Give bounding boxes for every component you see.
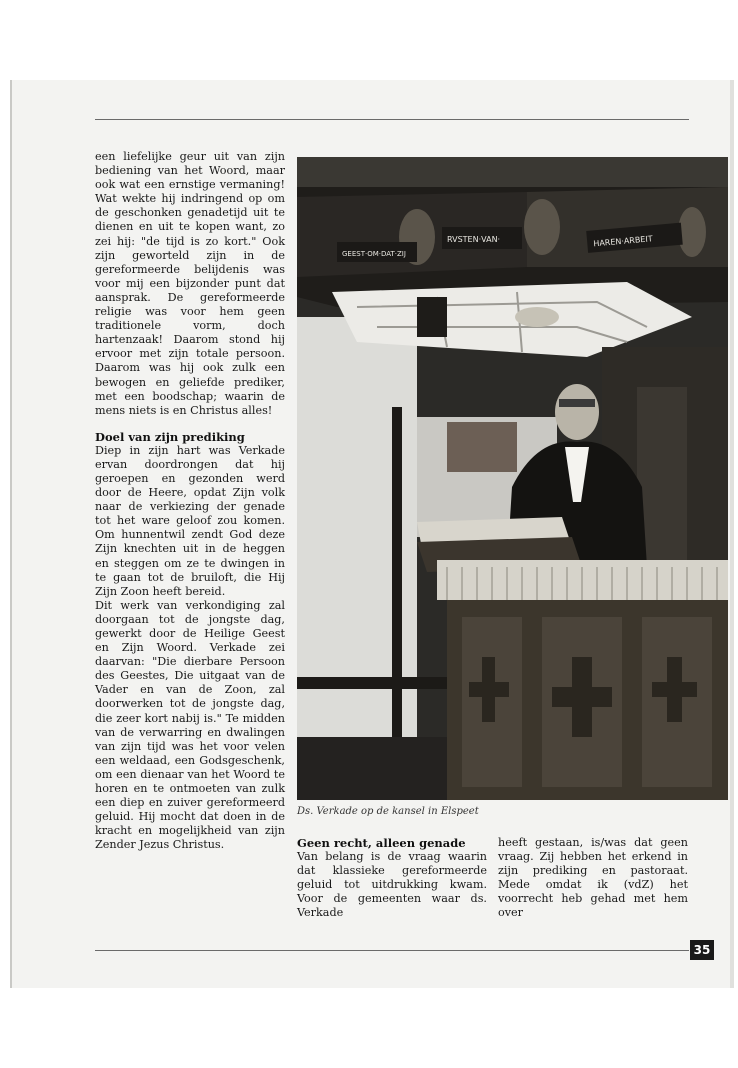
column-2 <box>297 836 487 920</box>
column-1 <box>95 150 285 853</box>
top-rule <box>95 119 689 120</box>
photo-caption: Ds. Verkade op de kansel in Elspeet <box>297 806 479 817</box>
pulpit-photo <box>297 157 728 800</box>
paragraph-voorrecht: heeft gestaan, is/was dat geen vraag. Zij hebben het erkend in zijn prediking en pastoraat. Mede omdat ik (vdZ) het voorrecht heb gehad met hem over <box>498 836 688 920</box>
page-number: 35 <box>690 940 714 960</box>
inscription-right: HAREN·ARBEIT <box>592 234 653 249</box>
section-heading-genade: Geen recht, alleen genade <box>297 836 466 850</box>
intro-paragraph: een liefelijke geur uit van zijn bediening van het Woord, maar ook wat een ernstige vermaning! Wat wekte hij indringend op om de geschonken genadetijd uit te dienen en uit te kopen want, zo zei hij: "de tijd is zo kort." Ook zijn geworteld zijn in de gereformeerde belijdenis was voor mij een bijzonder punt dat aansprak. De gereformeerde religie was voor hem geen traditionele vorm, doch hartenzaak! Daarom stond hij ervoor met zijn totale persoon. Daarom was hij ook zulk een bewogen en geliefde prediker, met een boodschap; waarin de mens niets is en Christus alles! <box>95 150 285 417</box>
paragraph-proclamation: Dit werk van verkondiging zal doorgaan tot de jongste dag, gewerkt door de Heilige Geest en Zijn Woord. Verkade zei daarvan: "Die dierbare Persoon des Geestes, Die uitgaat van de Vader en van de Zoon, zal doorwerken tot de jongste dag, die zeer kort nabij is." Te midden van de verwarring en dwalingen van zijn tijd was het voor velen een weldaad, een Godsgeschenk, om een dienaar van het Woord te horen en te ontmoeten van zulk een diep en zuiver gereformeerd geluid. Hij mocht dat doen in de kracht en mogelijkheid van zijn Zender Jezus Christus. <box>95 598 285 852</box>
inscription-left: GEEST·OM·DAT·ZIJ <box>342 250 406 258</box>
bottom-rule <box>95 950 689 951</box>
paragraph-calling: Diep in zijn hart was Verkade ervan doordrongen dat hij geroepen en gezonden werd door de Heere, opdat Zijn volk naar de verkiezing der genade tot het ware geloof zou komen. Om hunnentwil zendt God deze Zijn knechten uit in de heggen en steggen om ze te dwingen in te gaan tot de bruiloft, die Hij Zijn Zoon heeft bereid. <box>95 443 285 598</box>
column-3 <box>498 836 688 921</box>
inscription-middle: RVSTEN·VAN· <box>447 235 501 244</box>
section-heading-doel: Doel van zijn prediking <box>95 429 245 444</box>
paragraph-belang: Van belang is de vraag waarin dat klassieke gereformeerde geluid tot uitdrukking kwam. Voor de gemeenten waar ds. Verkade <box>297 850 487 920</box>
